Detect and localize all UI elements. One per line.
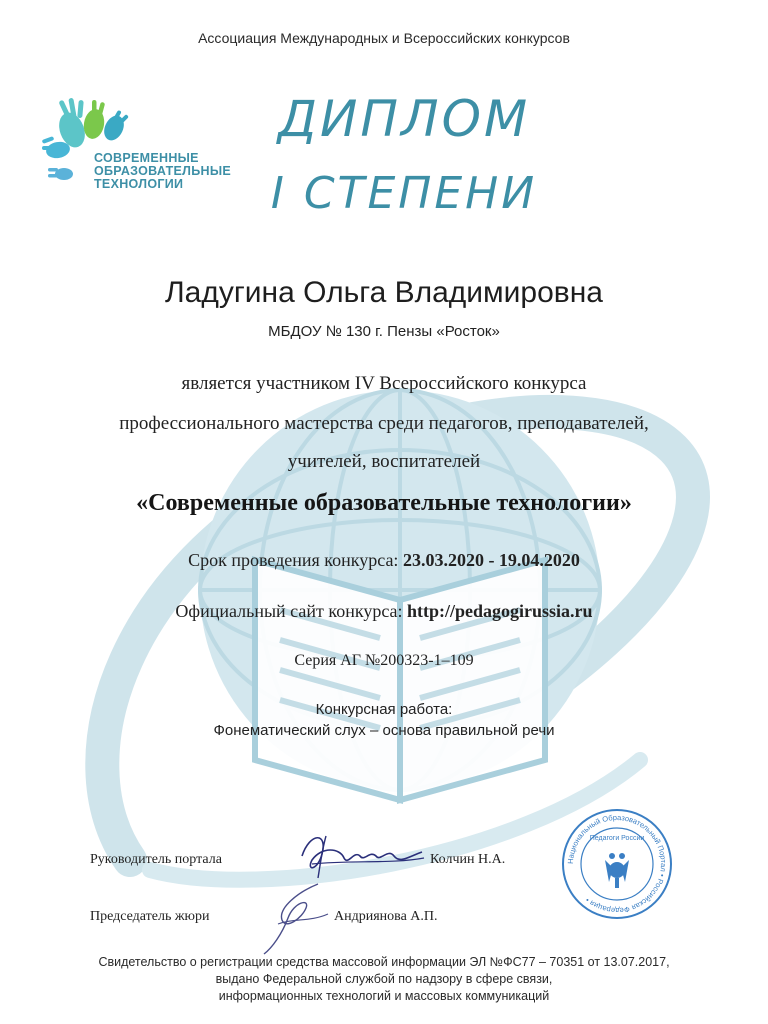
contest-name: «Современные образовательные технологии» xyxy=(136,490,632,516)
description-line-2: профессионального мастерства среди педагогов, преподавателей, xyxy=(119,413,649,434)
description-line-3: учителей, воспитателей xyxy=(287,451,481,472)
series-number: Серия АГ №200323-1–109 xyxy=(294,652,474,669)
site-link[interactable]: http://pedagogirussia.ru xyxy=(407,601,593,621)
official-stamp xyxy=(561,808,673,920)
head-name: Колчин Н.А. xyxy=(430,852,506,867)
contest-site xyxy=(0,601,768,622)
work-title: Фонематический слух – основа правильной речи xyxy=(213,722,555,739)
logo-line-2: ОБРАЗОВАТЕЛЬНЫЕ xyxy=(94,164,232,178)
diploma-title: ДИПЛОМ xyxy=(277,90,531,148)
dates-label: Срок проведения конкурса: xyxy=(188,550,399,570)
head-signature-image xyxy=(292,826,432,882)
footer-line-3: информационных технологий и массовых коммуникаций xyxy=(218,989,550,1003)
recipient-name: Ладугина Ольга Владимировна xyxy=(164,276,603,309)
dates-value: 23.03.2020 - 19.04.2020 xyxy=(402,550,580,570)
stamp-center-text: Педагоги России xyxy=(589,835,645,842)
stamp-ring-text: Национальный Образовательный Портал • Российская Федерация • xyxy=(565,812,669,916)
diploma-degree: I СТЕПЕНИ xyxy=(270,168,538,219)
jury-label: Председатель жюри xyxy=(90,909,210,924)
head-label: Руководитель портала xyxy=(90,852,222,867)
eagle-emblem-icon xyxy=(605,853,629,888)
recipient-organization: МБДОУ № 130 г. Пензы «Росток» xyxy=(268,323,500,340)
hands-logo xyxy=(42,98,242,198)
site-label: Официальный сайт конкурса: xyxy=(175,601,403,621)
footer-line-1: Свидетельство о регистрации средства массовой информации ЭЛ №ФС77 – 70351 от 13.07.2017, xyxy=(98,955,670,969)
logo-line-3: ТЕХНОЛОГИИ xyxy=(94,177,184,191)
description-line-1: является участником IV Всероссийского конкурса xyxy=(181,373,587,394)
logo-line-1: СОВРЕМЕННЫЕ xyxy=(94,151,199,165)
registration-footer xyxy=(0,954,768,1005)
work-label: Конкурсная работа: xyxy=(315,701,453,718)
logo-text xyxy=(94,152,231,191)
contest-dates xyxy=(0,550,768,571)
footer-line-2: выдано Федеральной службой по надзору в сфере связи, xyxy=(215,972,553,986)
jury-name: Андриянова А.П. xyxy=(334,909,438,924)
association-name: Ассоциация Международных и Всероссийских конкурсов xyxy=(198,30,570,46)
jury-signature-image xyxy=(258,878,338,958)
